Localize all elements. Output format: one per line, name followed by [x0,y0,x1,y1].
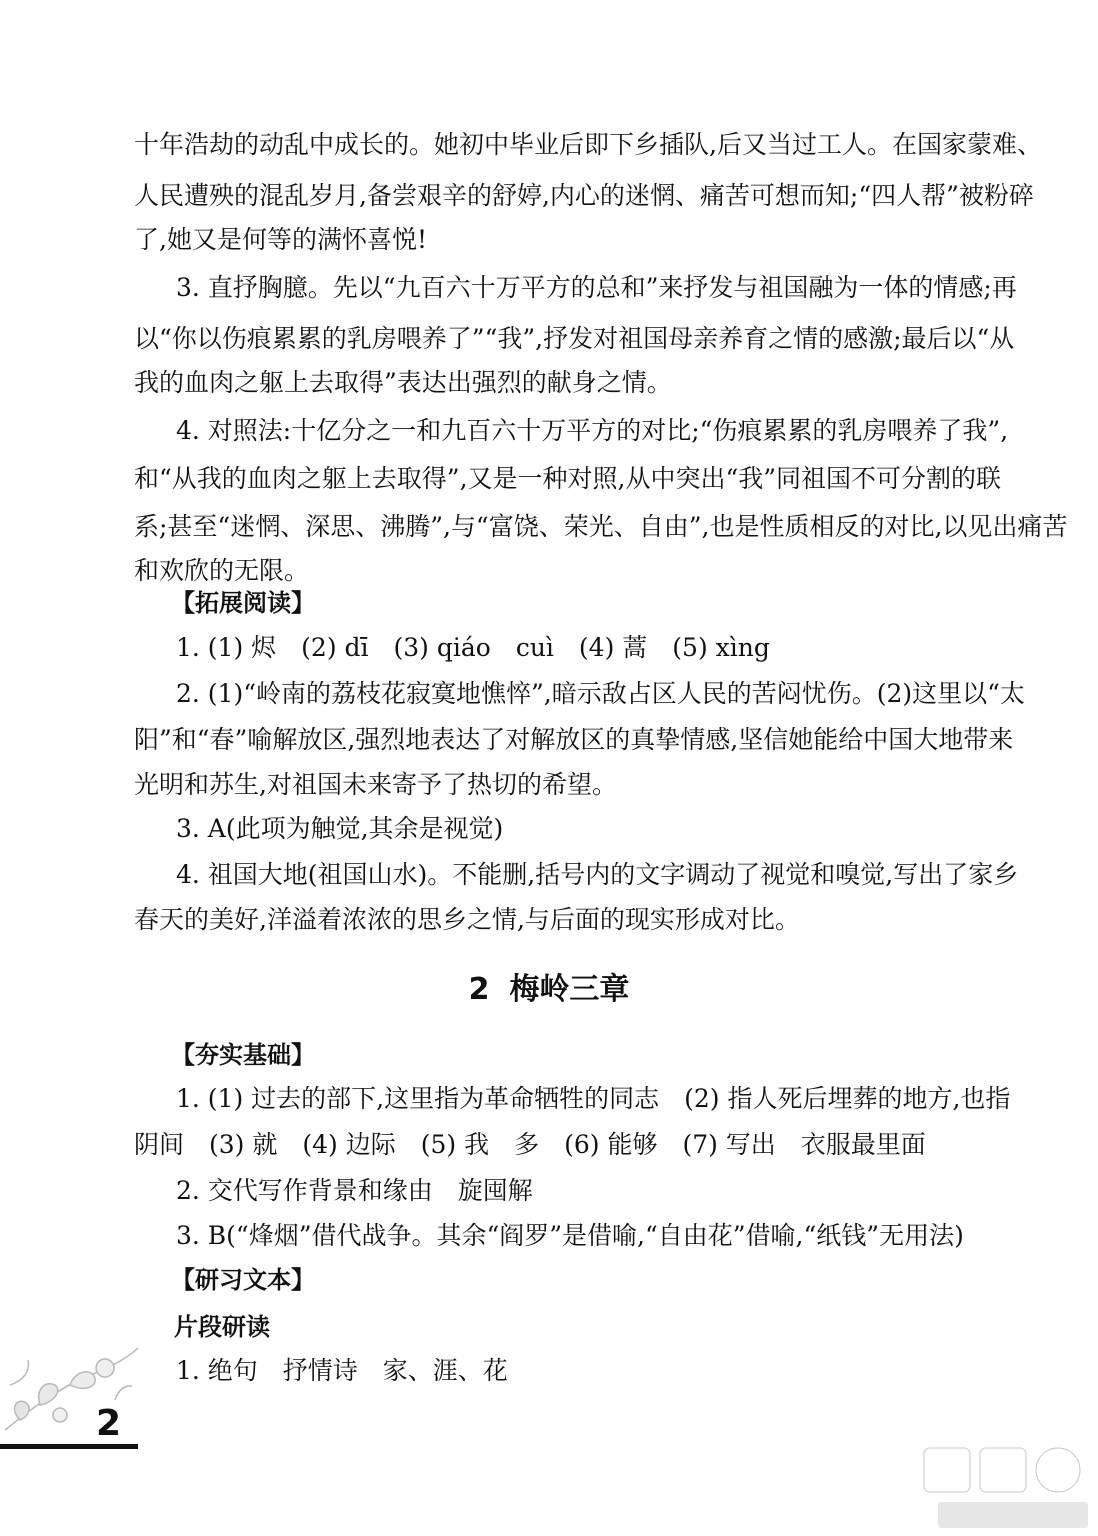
text-line: 3. 直抒胸臆。先以“九百六十万平方的总和”来抒发与祖国融为一体的情感;再 [176,273,1017,302]
text-line: 了,她又是何等的满怀喜悦! [134,225,427,254]
text-line: 十年浩劫的动乱中成长的。她初中毕业后即下乡插队,后又当过工人。在国家蒙难、 [134,130,1042,159]
answer-line: 1. (1) 过去的部下,这里指为革命牺牲的同志 (2) 指人死后埋葬的地方,也指 [176,1084,1011,1113]
watermark-logo-icon [918,1442,1094,1536]
answer-line: 3. A(此项为触觉,其余是视觉) [176,814,504,843]
lesson-title-text: 梅岭三章 [509,972,630,1007]
answer-line: 4. 祖国大地(祖国山水)。不能删,括号内的文字调动了视觉和嗅觉,写出了家乡 [176,860,1019,889]
text-line: 阳”和“春”喻解放区,强烈地表达了对解放区的真挚情感,坚信她能给中国大地带来 [134,725,1014,754]
text-line: 和欢欣的无限。 [134,556,310,585]
answer-line: 2. (1)“岭南的荔枝花寂寞地憔悴”,暗示敌占区人民的苦闷忧伤。(2)这里以“太 [176,679,1025,708]
text-line: 以“你以伤痕累累的乳房喂养了”“我”,抒发对祖国母亲养育之情的感激;最后以“从 [134,324,1015,353]
text-line: 和“从我的血肉之躯上去取得”,又是一种对照,从中突出“我”同祖国不可分割的联 [134,464,1002,493]
text-line: 阴间 (3) 就 (4) 边际 (5) 我 多 (6) 能够 (7) 写出 衣服最里面 [134,1130,926,1159]
text-line: 我的血肉之躯上去取得”表达出强烈的献身之情。 [134,368,672,397]
page-number: 2 [96,1403,122,1444]
text-line: 系;甚至“迷惘、深思、沸腾”,与“富饶、荣光、自由”,也是性质相反的对比,以见出痛苦 [134,512,1068,541]
footer-rule [0,1444,138,1449]
answer-line: 2. 交代写作背景和缘由 旋囤解 [176,1176,533,1205]
section-heading: 【研习文本】 [171,1266,315,1294]
text-line: 春天的美好,洋溢着浓浓的思乡之情,与后面的现实形成对比。 [134,905,800,934]
lesson-title [0,972,1098,1008]
answer-line: 1. (1) 烬 (2) dī (3) qiáo cuì (4) 蒿 (5) xìng [176,633,770,662]
subsection-heading: 片段研读 [174,1313,270,1341]
lesson-number: 2 [468,972,490,1007]
text-line: 人民遭殃的混乱岁月,备尝艰辛的舒婷,内心的迷惘、痛苦可想而知;“四人帮”被粉碎 [134,181,1034,210]
text-line: 4. 对照法:十亿分之一和九百六十万平方的对比;“伤痕累累的乳房喂养了我”, [176,416,1009,445]
text-line: 光明和苏生,对祖国未来寄予了热切的希望。 [134,770,617,799]
section-heading: 【拓展阅读】 [171,589,315,617]
section-heading: 【夯实基础】 [171,1041,315,1069]
answer-line: 3. B(“烽烟”借代战争。其余“阎罗”是借喻,“自由花”借喻,“纸钱”无用法) [176,1221,964,1250]
answer-line: 1. 绝句 抒情诗 家、涯、花 [176,1356,508,1385]
